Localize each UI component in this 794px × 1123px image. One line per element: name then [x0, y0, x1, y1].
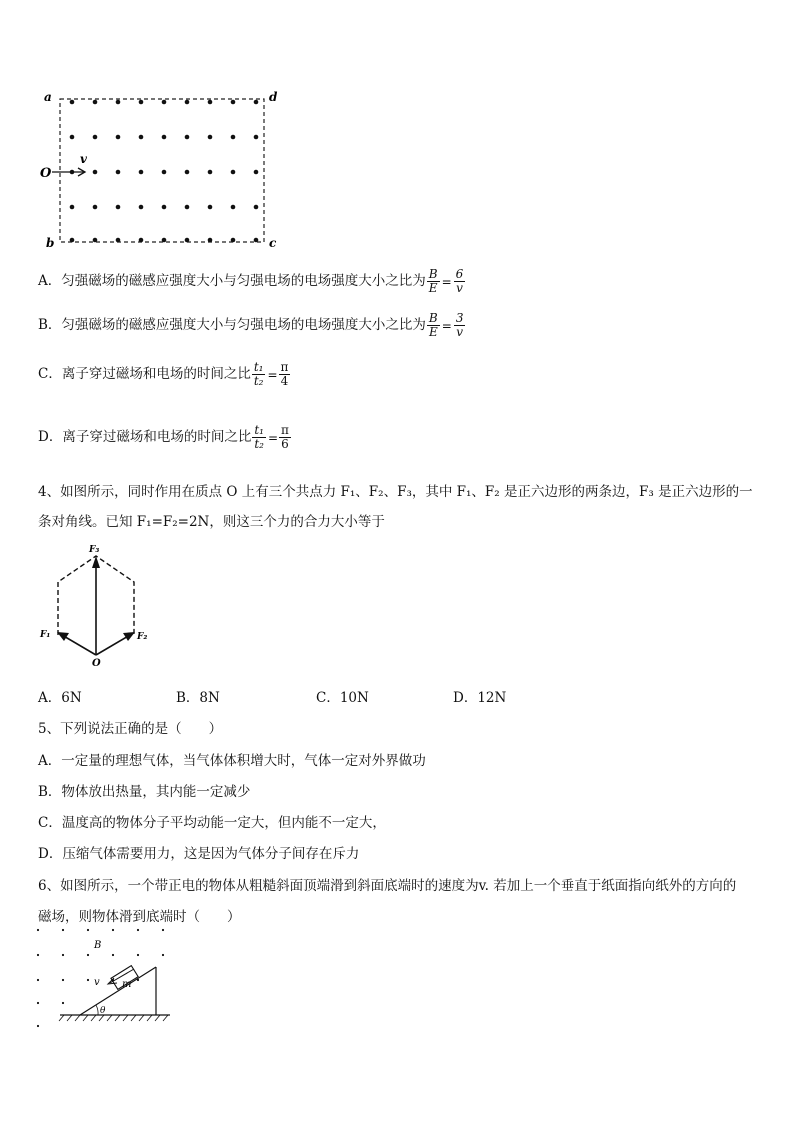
field-dot — [231, 170, 236, 175]
label-B: B — [94, 940, 102, 951]
q4-option-c[interactable]: C．10N — [316, 690, 369, 706]
field-dot — [139, 100, 144, 105]
field-dot — [162, 205, 167, 210]
field-dot — [87, 954, 89, 956]
fraction-t1-over-t2: $\frac{\text{t₁}}{\text{t₂}}$ — [253, 360, 264, 388]
q4-option-b[interactable]: B．8N — [176, 690, 220, 706]
field-dot — [254, 170, 259, 175]
field-dot — [116, 100, 121, 105]
field-dot — [93, 170, 98, 175]
q4-option-a[interactable]: A．6N — [38, 690, 82, 706]
q6-stem-line1: 6、如图所示，一个带正电的物体从粗糙斜面顶端滑到斜面底端时的速度为v. 若加上一个垂直于纸面指向纸外的方向的 — [38, 878, 737, 894]
q6-stem-line2: 磁场，则物体滑到底端时（ ） — [38, 909, 241, 925]
field-dot — [137, 929, 139, 931]
field-dot — [70, 135, 75, 140]
field-dot — [162, 100, 167, 105]
field-dot — [254, 100, 259, 105]
field-dot — [116, 135, 121, 140]
field-dot — [254, 238, 259, 243]
q3-option-c[interactable]: C．离子穿过磁场和电场的时间之比 $\frac{\text{t₁}}{\text{t₂}}$ = $\frac{\pi}{4}$ — [38, 360, 289, 388]
fraction-t1-over-t2: $\frac{\text{t₁}}{\text{t₂}}$ — [254, 423, 264, 451]
fraction-6-over-v: $\frac{6}{v}$ — [455, 267, 464, 295]
q4-stem-line1: 4、如图所示，同时作用在质点 O 上有三个共点力 F₁、F₂、F₃，其中 F₁、F₂ 是正六边形的两条边，F₃ 是正六边形的一 — [38, 484, 753, 500]
label-d: d — [269, 90, 278, 104]
field-dot — [185, 205, 190, 210]
field-dot — [162, 954, 164, 956]
q5-option-c[interactable]: C．温度高的物体分子平均动能一定大，但内能不一定大， — [38, 815, 386, 831]
field-dot — [62, 929, 64, 931]
field-dot — [93, 135, 98, 140]
field-dot — [112, 929, 114, 931]
field-dot — [87, 979, 89, 981]
field-dot — [112, 954, 114, 956]
field-dot — [162, 238, 167, 243]
field-dot — [139, 170, 144, 175]
q3-option-d[interactable]: D．离子穿过磁场和电场的时间之比 $\frac{\text{t₁}}{\text{t₂}}$ = $\frac{\pi}{6}$ — [38, 423, 289, 451]
hexagon-force-figure — [36, 542, 166, 672]
q3-option-a[interactable]: A．匀强磁场的磁感应强度大小与匀强电场的电场强度大小之比为 $\frac{B}{E}$ = $\frac{6}{v}$ — [38, 267, 464, 295]
label-F1: F₁ — [40, 630, 51, 640]
field-dot — [139, 205, 144, 210]
label-a: a — [44, 90, 52, 104]
field-dot — [87, 929, 89, 931]
field-dot — [162, 170, 167, 175]
field-dot — [208, 205, 213, 210]
field-dot — [231, 205, 236, 210]
label-F2: F₂ — [137, 632, 148, 642]
field-dot — [254, 205, 259, 210]
field-dot — [208, 170, 213, 175]
label-O: O — [40, 166, 52, 181]
label-theta: θ — [100, 1006, 106, 1016]
field-dot — [208, 135, 213, 140]
q4-option-d[interactable]: D．12N — [453, 690, 507, 706]
field-dot — [162, 135, 167, 140]
field-dot — [208, 238, 213, 243]
fraction-pi-over-4: $\frac{\pi}{4}$ — [280, 360, 289, 388]
fraction-B-over-E: $\frac{B}{E}$ — [428, 311, 438, 339]
field-dot — [70, 100, 75, 105]
magnetic-field-figure — [38, 85, 288, 255]
field-dot — [231, 238, 236, 243]
q4-stem-line2: 条对角线。已知 F₁=F₂=2N，则这三个力的合力大小等于 — [38, 514, 385, 530]
field-dot — [116, 170, 121, 175]
field-dot — [162, 929, 164, 931]
field-dot — [37, 979, 39, 981]
field-dot — [62, 979, 64, 981]
field-dot — [93, 238, 98, 243]
field-dot — [37, 1002, 39, 1004]
field-dot — [231, 100, 236, 105]
label-O: O — [92, 658, 101, 669]
field-dot — [185, 238, 190, 243]
field-dot — [93, 100, 98, 105]
field-dot — [70, 238, 75, 243]
field-dot — [116, 205, 121, 210]
q5-stem: 5、下列说法正确的是（ ） — [38, 721, 223, 737]
field-dot — [37, 929, 39, 931]
label-v: v — [94, 977, 100, 988]
label-F3: F₃ — [89, 545, 100, 555]
label-v: v — [80, 152, 87, 166]
q3-option-b[interactable]: B．匀强磁场的磁感应强度大小与匀强电场的电场强度大小之比为 $\frac{B}{E}$ = $\frac{3}{v}$ — [38, 311, 464, 339]
q5-option-b[interactable]: B．物体放出热量，其内能一定减少 — [38, 784, 251, 800]
field-dot — [185, 170, 190, 175]
field-dot — [231, 135, 236, 140]
label-m: m — [122, 979, 132, 990]
incline-figure — [30, 925, 180, 1035]
field-dot — [139, 238, 144, 243]
field-dot — [116, 238, 121, 243]
q5-option-a[interactable]: A．一定量的理想气体，当气体体积增大时，气体一定对外界做功 — [38, 753, 426, 769]
field-dot — [137, 954, 139, 956]
label-b: b — [46, 236, 55, 250]
field-dot — [254, 135, 259, 140]
field-dot — [62, 954, 64, 956]
field-dot — [37, 954, 39, 956]
field-dot — [37, 1025, 39, 1027]
field-dot — [208, 100, 213, 105]
field-dot — [185, 135, 190, 140]
fraction-B-over-E: $\frac{B}{E}$ — [428, 267, 438, 295]
fraction-3-over-v: $\frac{3}{v}$ — [455, 311, 464, 339]
field-dot — [62, 1002, 64, 1004]
label-c: c — [269, 236, 277, 250]
field-dot — [93, 205, 98, 210]
field-dot — [185, 100, 190, 105]
field-dot — [70, 205, 75, 210]
field-dot — [139, 135, 144, 140]
q5-option-d[interactable]: D．压缩气体需要用力，这是因为气体分子间存在斥力 — [38, 846, 360, 862]
fraction-pi-over-6: $\frac{\pi}{6}$ — [281, 423, 289, 451]
